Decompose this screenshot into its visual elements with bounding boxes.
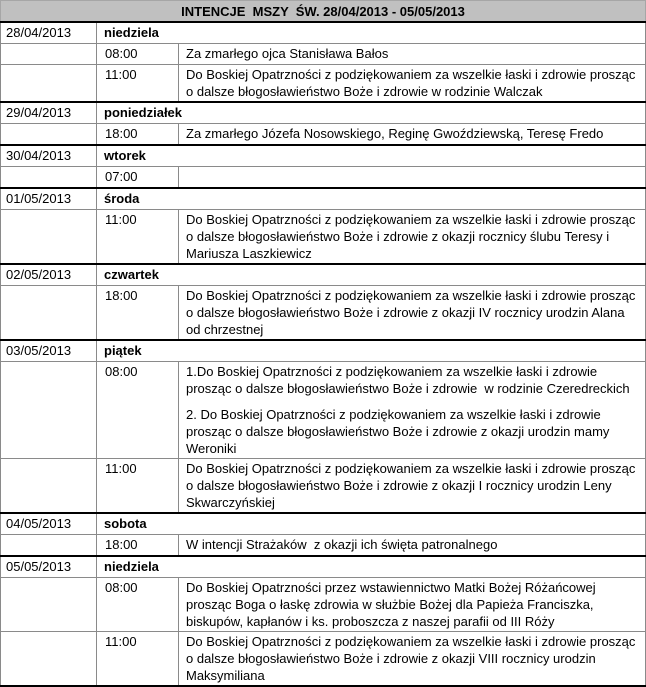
date-cell: 29/04/2013 — [1, 102, 97, 124]
mass-time-cell: 08:00 — [97, 578, 179, 632]
intention-paragraph: Do Boskiej Opatrzności z podziękowaniem za wszelkie łaski i zdrowie prosząc o dalsze błogosławieństwo Boże i zdrowie z okazji VIII rocznicy urodzin Maksymiliana — [186, 634, 640, 683]
mass-row — [1, 44, 646, 65]
date-spacer-cell — [1, 535, 97, 557]
mass-time-cell: 08:00 — [97, 44, 179, 65]
date-group-row — [1, 556, 646, 578]
intention-cell — [179, 210, 646, 265]
intention-paragraph: 2. Do Boskiej Opatrzności z podziękowaniem za wszelkie łaski i zdrowie prosząc o dalsze błogosławieństwo Boże i zdrowie z okazji urodzin mamy Weroniki — [186, 407, 614, 456]
intention-paragraph: 1.Do Boskiej Opatrzności z podziękowaniem za wszelkie łaski i zdrowie prosząc o dalsze błogosławieństwo Boże i zdrowie w rodzinie Czeredreckich — [186, 364, 630, 396]
date-spacer-cell — [1, 362, 97, 459]
intention-cell — [179, 535, 646, 557]
day-name-cell: poniedziałek — [97, 102, 646, 124]
intention-cell — [179, 362, 646, 459]
mass-row — [1, 167, 646, 189]
date-spacer-cell — [1, 578, 97, 632]
mass-row — [1, 210, 646, 265]
intention-paragraph: Za zmarłego ojca Stanisława Bałos — [186, 46, 389, 61]
day-name-cell: piątek — [97, 340, 646, 362]
mass-row — [1, 124, 646, 146]
intention-cell — [179, 459, 646, 514]
date-group-row — [1, 188, 646, 210]
date-spacer-cell — [1, 65, 97, 103]
mass-time-cell: 11:00 — [97, 65, 179, 103]
mass-row — [1, 459, 646, 514]
mass-time-cell: 18:00 — [97, 124, 179, 146]
intention-cell — [179, 65, 646, 103]
date-group-row — [1, 22, 646, 44]
intention-paragraph: Za zmarłego Józefa Nosowskiego, Reginę Gwoździewską, Teresę Fredo — [186, 126, 604, 141]
title-row — [1, 1, 646, 23]
intention-cell — [179, 44, 646, 65]
mass-time-cell: 18:00 — [97, 535, 179, 557]
date-spacer-cell — [1, 459, 97, 514]
date-spacer-cell — [1, 44, 97, 65]
mass-time-cell: 18:00 — [97, 286, 179, 341]
mass-time-cell: 08:00 — [97, 362, 179, 459]
intention-cell — [179, 124, 646, 146]
intention-paragraph: W intencji Strażaków z okazji ich święta patronalnego — [186, 537, 498, 552]
mass-time-cell: 11:00 — [97, 210, 179, 265]
intention-paragraph: Do Boskiej Opatrzności z podziękowaniem za wszelkie łaski i zdrowie prosząc o dalsze błogosławieństwo Boże i zdrowie z okazji I rocznicy urodzin Leny Skwarczyńskiej — [186, 461, 640, 510]
date-group-row — [1, 145, 646, 167]
intention-paragraph: Do Boskiej Opatrzności przez wstawiennictwo Matki Bożej Różańcowej prosząc Boga o łaskę zdrowia w służbie Bożej dla Papieża Franciszka, biskupów, kapłanów i ks. proboszcza z naszej parafii od III Róży — [186, 580, 600, 629]
intention-paragraph: Do Boskiej Opatrzności z podziękowaniem za wszelkie łaski i zdrowie prosząc o dalsze błogosławieństwo Boże i zdrowie z okazji rocznicy ślubu Teresy i Mariusza Laszkiewicz — [186, 212, 640, 261]
date-cell: 28/04/2013 — [1, 22, 97, 44]
day-name-cell: środa — [97, 188, 646, 210]
mass-row — [1, 535, 646, 557]
day-name-cell: niedziela — [97, 556, 646, 578]
date-cell: 04/05/2013 — [1, 513, 97, 535]
intention-paragraph: Do Boskiej Opatrzności z podziękowaniem za wszelkie łaski i zdrowie prosząc o dalsze błogosławieństwo Boże i zdrowie w rodzinie Walczak — [186, 67, 640, 99]
intention-cell — [179, 286, 646, 341]
intention-cell — [179, 578, 646, 632]
mass-row — [1, 65, 646, 103]
day-name-cell: niedziela — [97, 22, 646, 44]
date-cell: 03/05/2013 — [1, 340, 97, 362]
mass-time-cell: 11:00 — [97, 632, 179, 687]
date-cell: 30/04/2013 — [1, 145, 97, 167]
date-cell: 02/05/2013 — [1, 264, 97, 286]
schedule-body — [1, 22, 646, 686]
mass-row — [1, 286, 646, 341]
date-spacer-cell — [1, 167, 97, 189]
mass-time-cell: 11:00 — [97, 459, 179, 514]
mass-row — [1, 362, 646, 459]
date-cell: 01/05/2013 — [1, 188, 97, 210]
day-name-cell: czwartek — [97, 264, 646, 286]
date-spacer-cell — [1, 286, 97, 341]
date-spacer-cell — [1, 124, 97, 146]
date-spacer-cell — [1, 210, 97, 265]
mass-row — [1, 578, 646, 632]
date-group-row — [1, 513, 646, 535]
date-group-row — [1, 340, 646, 362]
intention-cell — [179, 167, 646, 189]
day-name-cell: wtorek — [97, 145, 646, 167]
date-group-row — [1, 102, 646, 124]
day-name-cell: sobota — [97, 513, 646, 535]
mass-time-cell: 07:00 — [97, 167, 179, 189]
date-group-row — [1, 264, 646, 286]
table-title: INTENCJE MSZY ŚW. 28/04/2013 - 05/05/2013 — [1, 1, 646, 23]
intention-paragraph: Do Boskiej Opatrzności z podziękowaniem za wszelkie łaski i zdrowie prosząc o dalsze błogosławieństwo Boże i zdrowie z okazji IV rocznicy urodzin Alana od chrzestnej — [186, 288, 640, 337]
date-cell: 05/05/2013 — [1, 556, 97, 578]
